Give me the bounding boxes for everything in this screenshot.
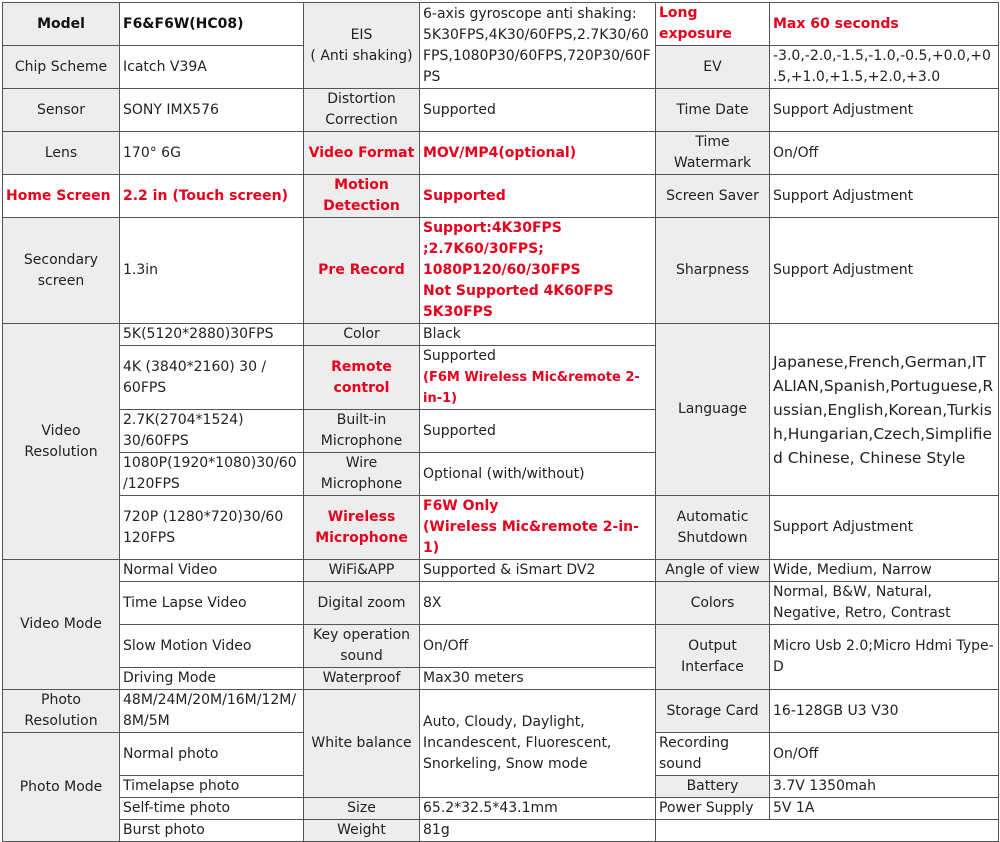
angle-of-view-label: Angle of view bbox=[656, 560, 770, 582]
time-date-label: Time Date bbox=[656, 89, 770, 132]
table-row bbox=[3, 798, 999, 820]
battery-value: 3.7V 1350mah bbox=[770, 776, 999, 798]
ev-value: -3.0,-2.0,-1.5,-1.0,-0.5,+0.0,+0.5,+1.0,+1.5,+2.0,+3.0 bbox=[770, 46, 999, 89]
chip-scheme-value: Icatch V39A bbox=[120, 46, 304, 89]
photo-mode-normal: Normal photo bbox=[120, 733, 304, 776]
wire-microphone-value: Optional (with/without) bbox=[420, 453, 656, 496]
battery-label: Battery bbox=[656, 776, 770, 798]
model-label: Model bbox=[3, 3, 120, 46]
video-mode-normal: Normal Video bbox=[120, 560, 304, 582]
language-value: Japanese,French,German,ITALIAN,Spanish,Portuguese,Russian,English,Korean,Turkish,Hungarian,Czech,Simplified Chinese, Chinese Style bbox=[770, 324, 999, 496]
white-balance-label: White balance bbox=[304, 690, 420, 798]
wifi-app-value: Supported & iSmart DV2 bbox=[420, 560, 656, 582]
weight-label: Weight bbox=[304, 820, 420, 842]
home-screen-value: 2.2 in (Touch screen) bbox=[120, 175, 304, 218]
wireless-microphone-label: Wireless Microphone bbox=[304, 496, 420, 560]
long-exposure-label: Long exposure bbox=[656, 3, 770, 46]
table-row bbox=[3, 560, 999, 582]
model-value: F6&F6W(HC08) bbox=[120, 3, 304, 46]
photo-resolution-label: Photo Resolution bbox=[3, 690, 120, 733]
motion-detection-label: Motion Detection bbox=[304, 175, 420, 218]
photo-mode-burst: Burst photo bbox=[120, 820, 304, 842]
time-watermark-label: Time Watermark bbox=[656, 132, 770, 175]
automatic-shutdown-label: Automatic Shutdown bbox=[656, 496, 770, 560]
table-row bbox=[3, 496, 999, 560]
ev-label: EV bbox=[656, 46, 770, 89]
sensor-value: SONY IMX576 bbox=[120, 89, 304, 132]
photo-mode-self-time: Self-time photo bbox=[120, 798, 304, 820]
wire-microphone-label: Wire Microphone bbox=[304, 453, 420, 496]
table-row bbox=[3, 582, 999, 625]
secondary-screen-label: Secondary screen bbox=[3, 218, 120, 324]
colors-label: Colors bbox=[656, 582, 770, 625]
video-format-label: Video Format bbox=[304, 132, 420, 175]
output-interface-value: Micro Usb 2.0;Micro Hdmi Type-D bbox=[770, 625, 999, 690]
remote-control-label: Remote control bbox=[304, 346, 420, 410]
video-resolution-1080p: 1080P(1920*1080)30/60/120FPS bbox=[120, 453, 304, 496]
table-row bbox=[3, 324, 999, 346]
photo-mode-timelapse: Timelapse photo bbox=[120, 776, 304, 798]
sensor-label: Sensor bbox=[3, 89, 120, 132]
eis-value: 6-axis gyroscope anti shaking: 5K30FPS,4K30/60FPS,2.7K30/60FPS,1080P30/60FPS,720P30/60FPS bbox=[420, 3, 656, 89]
language-label: Language bbox=[656, 324, 770, 496]
motion-detection-value: Supported bbox=[420, 175, 656, 218]
video-format-value: MOV/MP4(optional) bbox=[420, 132, 656, 175]
photo-mode-label: Photo Mode bbox=[3, 733, 120, 842]
key-operation-sound-value: On/Off bbox=[420, 625, 656, 668]
screen-saver-label: Screen Saver bbox=[656, 175, 770, 218]
secondary-screen-value: 1.3in bbox=[120, 218, 304, 324]
video-mode-time-lapse: Time Lapse Video bbox=[120, 582, 304, 625]
table-row bbox=[3, 175, 999, 218]
digital-zoom-label: Digital zoom bbox=[304, 582, 420, 625]
built-in-microphone-value: Supported bbox=[420, 410, 656, 453]
color-value: Black bbox=[420, 324, 656, 346]
lens-value: 170° 6G bbox=[120, 132, 304, 175]
colors-value: Normal, B&W, Natural, Negative, Retro, Contrast bbox=[770, 582, 999, 625]
wireless-microphone-value: F6W Only (Wireless Mic&remote 2-in-1) bbox=[420, 496, 656, 560]
table-row bbox=[3, 625, 999, 668]
sharpness-value: Support Adjustment bbox=[770, 218, 999, 324]
distortion-correction-value: Supported bbox=[420, 89, 656, 132]
waterproof-value: Max30 meters bbox=[420, 668, 656, 690]
video-resolution-label: Video Resolution bbox=[3, 324, 120, 560]
pre-record-value: Support:4K30FPS ;2.7K60/30FPS; 1080P120/60/30FPS Not Supported 4K60FPS 5K30FPS bbox=[420, 218, 656, 324]
angle-of-view-value: Wide, Medium, Narrow bbox=[770, 560, 999, 582]
video-mode-label: Video Mode bbox=[3, 560, 120, 690]
storage-card-value: 16-128GB U3 V30 bbox=[770, 690, 999, 733]
video-resolution-4k: 4K (3840*2160) 30 / 60FPS bbox=[120, 346, 304, 410]
video-resolution-720p: 720P (1280*720)30/60 120FPS bbox=[120, 496, 304, 560]
screen-saver-value: Support Adjustment bbox=[770, 175, 999, 218]
pre-record-label: Pre Record bbox=[304, 218, 420, 324]
video-resolution-2-7k: 2.7K(2704*1524) 30/60FPS bbox=[120, 410, 304, 453]
size-value: 65.2*32.5*43.1mm bbox=[420, 798, 656, 820]
video-mode-driving: Driving Mode bbox=[120, 668, 304, 690]
power-supply-label: Power Supply bbox=[656, 798, 770, 820]
color-label: Color bbox=[304, 324, 420, 346]
recording-sound-label: Recording sound bbox=[656, 733, 770, 776]
built-in-microphone-label: Built-in Microphone bbox=[304, 410, 420, 453]
table-row bbox=[3, 690, 999, 733]
storage-card-label: Storage Card bbox=[656, 690, 770, 733]
lens-label: Lens bbox=[3, 132, 120, 175]
time-watermark-value: On/Off bbox=[770, 132, 999, 175]
table-row bbox=[3, 132, 999, 175]
long-exposure-value: Max 60 seconds bbox=[770, 3, 999, 46]
remote-control-value: Supported (F6M Wireless Mic&remote 2-in-1) bbox=[420, 346, 656, 410]
home-screen-label: Home Screen bbox=[3, 175, 120, 218]
power-supply-value: 5V 1A bbox=[770, 798, 999, 820]
sharpness-label: Sharpness bbox=[656, 218, 770, 324]
video-resolution-5k: 5K(5120*2880)30FPS bbox=[120, 324, 304, 346]
spec-table bbox=[2, 2, 999, 842]
photo-resolution-value: 48M/24M/20M/16M/12M/8M/5M bbox=[120, 690, 304, 733]
table-row bbox=[3, 820, 999, 842]
automatic-shutdown-value: Support Adjustment bbox=[770, 496, 999, 560]
digital-zoom-value: 8X bbox=[420, 582, 656, 625]
output-interface-label: Output Interface bbox=[656, 625, 770, 690]
video-mode-slow-motion: Slow Motion Video bbox=[120, 625, 304, 668]
weight-value: 81g bbox=[420, 820, 656, 842]
wifi-app-label: WiFi&APP bbox=[304, 560, 420, 582]
size-label: Size bbox=[304, 798, 420, 820]
empty-cell bbox=[656, 820, 999, 842]
key-operation-sound-label: Key operation sound bbox=[304, 625, 420, 668]
table-row bbox=[3, 89, 999, 132]
eis-label: EIS ( Anti shaking) bbox=[304, 3, 420, 89]
white-balance-value: Auto, Cloudy, Daylight, Incandescent, Fluorescent, Snorkeling, Snow mode bbox=[420, 690, 656, 798]
time-date-value: Support Adjustment bbox=[770, 89, 999, 132]
table-row bbox=[3, 218, 999, 324]
recording-sound-value: On/Off bbox=[770, 733, 999, 776]
chip-scheme-label: Chip Scheme bbox=[3, 46, 120, 89]
distortion-correction-label: Distortion Correction bbox=[304, 89, 420, 132]
table-row bbox=[3, 3, 999, 46]
waterproof-label: Waterproof bbox=[304, 668, 420, 690]
